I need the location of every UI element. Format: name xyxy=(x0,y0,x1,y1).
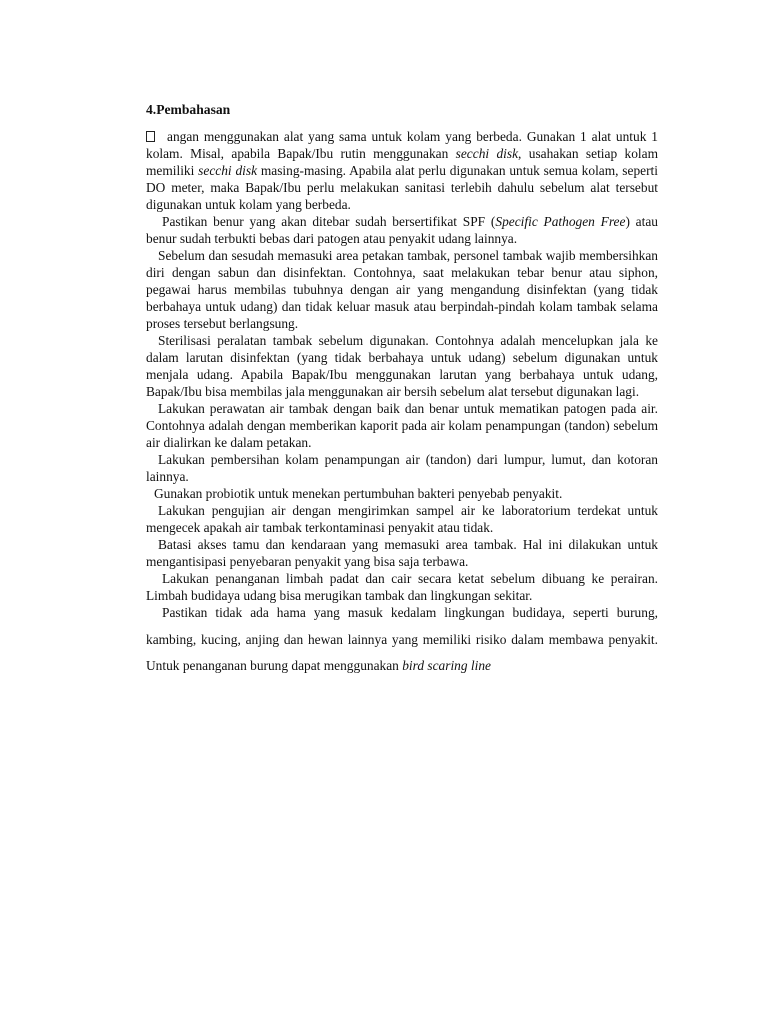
paragraph-4: Sterilisasi peralatan tambak sebelum digunakan. Contohnya adalah mencelupkan jala ke dalam larutan disinfektan (yang tidak berbahaya untuk udang) sebelum digunakan untuk menjala udang. Apabila Bapak/Ibu menggunakan larutan yang berbahaya untuk udang, Bapak/Ibu bisa membilas jala menggunakan air bersih sebelum alat tersebut digunakan lagi. xyxy=(146,333,658,399)
paragraph-11: Pastikan tidak ada hama yang masuk kedalam lingkungan budidaya, seperti burung, kambing, kucing, anjing dan hewan lainnya yang memiliki risiko dalam membawa penyakit. Untuk penanganan burung dapat menggunakan bird scaring line xyxy=(146,605,658,673)
paragraph-2: Pastikan benur yang akan ditebar sudah bersertifikat SPF (Specific Pathogen Free) atau benur sudah terbukti bebas dari patogen atau penyakit udang lainnya. xyxy=(146,214,658,246)
paragraph-5: Lakukan perawatan air tambak dengan baik dan benar untuk mematikan patogen pada air. Contohnya adalah dengan memberikan kaporit pada air kolam penampungan (tandon) sebelum air dialirkan ke dalam petakan. xyxy=(146,401,658,450)
paragraph-6: Lakukan pembersihan kolam penampungan air (tandon) dari lumpur, lumut, dan kotoran lainnya. xyxy=(146,452,658,484)
section-heading: 4.Pembahasan xyxy=(146,102,231,117)
missing-glyph-box-icon xyxy=(146,131,155,142)
paragraph-10: Lakukan penanganan limbah padat dan cair secara ketat sebelum dibuang ke perairan. Limbah budidaya udang bisa merugikan tambak dan lingkungan sekitar. xyxy=(146,571,658,603)
document-body xyxy=(146,101,658,680)
paragraph-7: Gunakan probiotik untuk menekan pertumbuhan bakteri penyebab penyakit. xyxy=(154,486,563,501)
paragraph-9: Batasi akses tamu dan kendaraan yang memasuki area tambak. Hal ini dilakukan untuk mengantisipasi penyebaran penyakit yang bisa saja terbawa. xyxy=(146,537,658,569)
paragraph-1: angan menggunakan alat yang sama untuk kolam yang berbeda. Gunakan 1 alat untuk 1 kolam. Misal, apabila Bapak/Ibu rutin menggunakan secchi disk, usahakan setiap kolam memiliki secchi disk masing-masing. Apabila alat perlu digunakan untuk semua kolam, seperti DO meter, maka Bapak/Ibu perlu melakukan sanitasi terlebih dahulu sebelum alat tersebut digunakan untuk kolam yang berbeda. xyxy=(146,129,658,212)
paragraph-3: Sebelum dan sesudah memasuki area petakan tambak, personel tambak wajib membersihkan diri dengan sabun dan disinfektan. Contohnya, saat melakukan tebar benur atau siphon, pegawai harus membilas tubuhnya dengan air yang mengandung disinfektan (yang tidak berbahaya untuk udang) dan tidak keluar masuk atau berpindah-pindah kolam tambak selama proses tersebut berlangsung. xyxy=(146,248,658,331)
paragraph-8: Lakukan pengujian air dengan mengirimkan sampel air ke laboratorium terdekat untuk mengecek apakah air tambak terkontaminasi penyakit atau tidak. xyxy=(146,503,658,535)
